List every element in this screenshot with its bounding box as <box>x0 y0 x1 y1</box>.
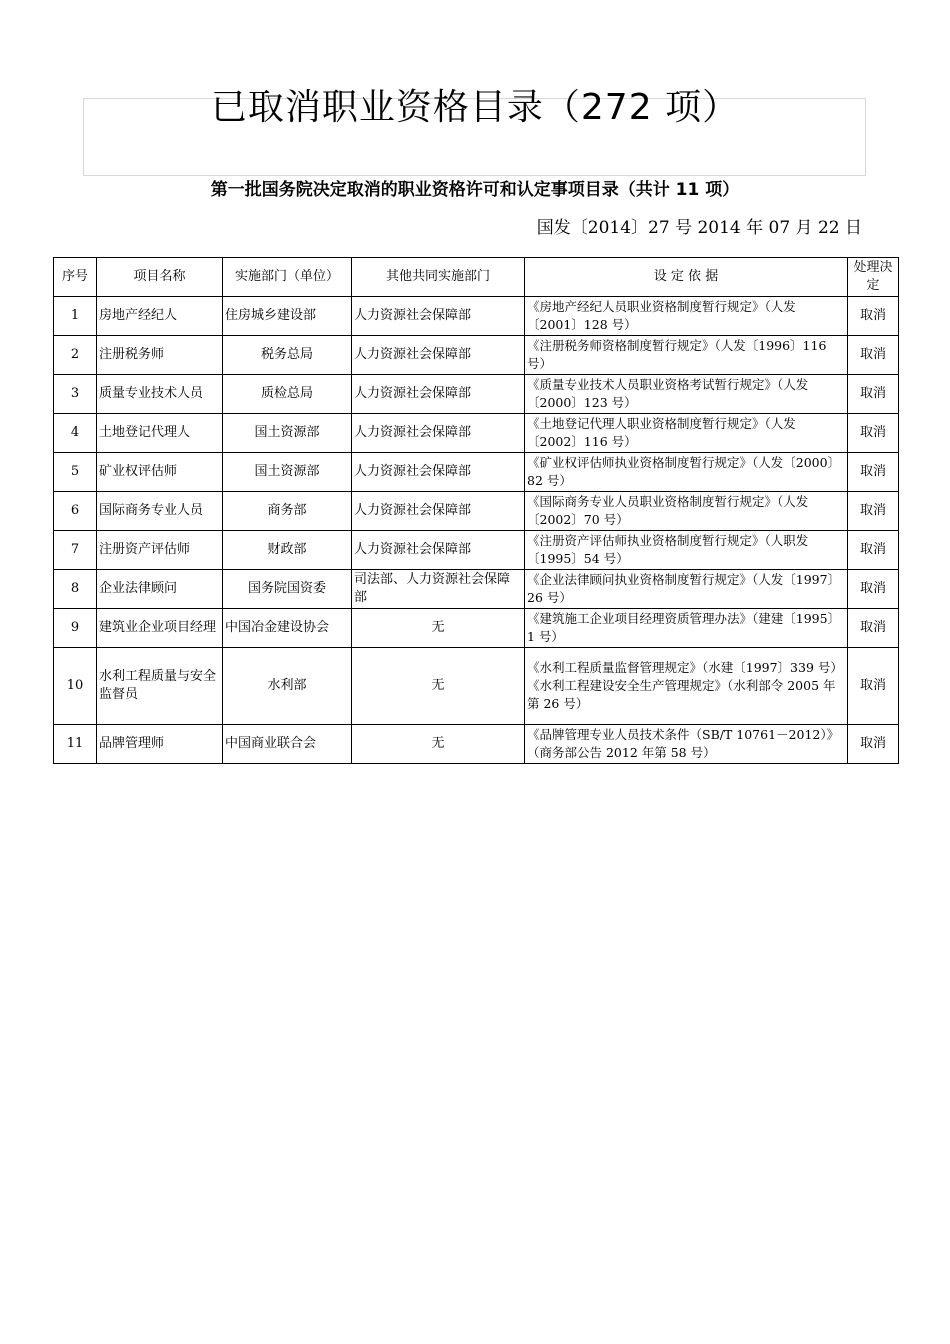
cell-co-implementing-dept: 人力资源社会保障部 <box>352 531 525 570</box>
document-reference: 国发〔2014〕27 号 2014 年 07 月 22 日 <box>536 218 862 238</box>
basis-line: 《土地登记代理人职业资格制度暂行规定》（人发〔2002〕116 号） <box>527 416 796 449</box>
cell-co-implementing-dept: 人力资源社会保障部 <box>352 453 525 492</box>
basis-line: 《建筑施工企业项目经理资质管理办法》（建建〔1995〕1 号） <box>527 611 841 644</box>
cell-decision: 取消 <box>848 492 899 531</box>
header-no: 序号 <box>54 258 97 297</box>
cell-legal-basis <box>525 297 848 336</box>
table-row <box>54 414 899 453</box>
cell-row-number: 8 <box>54 570 97 609</box>
cell-legal-basis <box>525 725 848 764</box>
cell-legal-basis <box>525 375 848 414</box>
cell-row-number: 11 <box>54 725 97 764</box>
cell-co-implementing-dept: 无 <box>352 725 525 764</box>
cell-decision: 取消 <box>848 725 899 764</box>
cell-implementing-dept: 国务院国资委 <box>223 570 352 609</box>
page-title: 已取消职业资格目录（272 项） <box>210 87 740 128</box>
cell-decision: 取消 <box>848 375 899 414</box>
cell-item-name: 建筑业企业项目经理 <box>97 609 223 648</box>
cell-decision: 取消 <box>848 570 899 609</box>
cell-legal-basis <box>525 648 848 725</box>
cell-legal-basis <box>525 336 848 375</box>
cell-co-implementing-dept: 司法部、人力资源社会保障部 <box>352 570 525 609</box>
cell-row-number: 4 <box>54 414 97 453</box>
table-body <box>54 297 899 764</box>
cell-implementing-dept: 住房城乡建设部 <box>223 297 352 336</box>
cell-row-number: 5 <box>54 453 97 492</box>
header-basis: 设 定 依 据 <box>525 258 848 297</box>
cell-implementing-dept: 税务总局 <box>223 336 352 375</box>
cell-item-name: 矿业权评估师 <box>97 453 223 492</box>
cell-decision: 取消 <box>848 609 899 648</box>
basis-line: 《注册资产评估师执业资格制度暂行规定》（人职发〔1995〕54 号） <box>527 533 809 566</box>
cell-implementing-dept: 商务部 <box>223 492 352 531</box>
cell-co-implementing-dept: 人力资源社会保障部 <box>352 492 525 531</box>
cell-row-number: 7 <box>54 531 97 570</box>
cell-implementing-dept: 水利部 <box>223 648 352 725</box>
cell-item-name: 水利工程质量与安全监督员 <box>97 648 223 725</box>
cell-item-name: 品牌管理师 <box>97 725 223 764</box>
cell-decision: 取消 <box>848 297 899 336</box>
cell-implementing-dept: 质检总局 <box>223 375 352 414</box>
cell-implementing-dept: 国土资源部 <box>223 453 352 492</box>
basis-line: 《国际商务专业人员职业资格制度暂行规定》（人发〔2002〕70 号） <box>527 494 809 527</box>
table-row <box>54 336 899 375</box>
qualification-table <box>53 257 899 764</box>
cell-item-name: 质量专业技术人员 <box>97 375 223 414</box>
cell-implementing-dept: 国土资源部 <box>223 414 352 453</box>
cell-implementing-dept: 财政部 <box>223 531 352 570</box>
cell-decision: 取消 <box>848 648 899 725</box>
cell-row-number: 1 <box>54 297 97 336</box>
cell-co-implementing-dept: 人力资源社会保障部 <box>352 336 525 375</box>
table-header-row <box>54 258 899 297</box>
basis-line: 《企业法律顾问执业资格制度暂行规定》（人发〔1997〕26 号） <box>527 572 841 605</box>
table-row <box>54 725 899 764</box>
cell-item-name: 注册资产评估师 <box>97 531 223 570</box>
cell-legal-basis <box>525 609 848 648</box>
basis-line: 《矿业权评估师执业资格制度暂行规定》（人发〔2000〕82 号） <box>527 455 841 488</box>
basis-line: 《注册税务师资格制度暂行规定》（人发〔1996〕116 号） <box>527 338 827 371</box>
cell-item-name: 企业法律顾问 <box>97 570 223 609</box>
cell-legal-basis <box>525 531 848 570</box>
table-row <box>54 648 899 725</box>
header-co-dept: 其他共同实施部门 <box>352 258 525 297</box>
cell-row-number: 9 <box>54 609 97 648</box>
cell-co-implementing-dept: 人力资源社会保障部 <box>352 297 525 336</box>
cell-decision: 取消 <box>848 336 899 375</box>
cell-implementing-dept: 中国冶金建设协会 <box>223 609 352 648</box>
basis-line: 《品牌管理专业人员技术条件（SB/T 10761－2012）》（商务部公告 2012 年第 58 号） <box>527 727 840 760</box>
basis-line: 《房地产经纪人员职业资格制度暂行规定》（人发〔2001〕128 号） <box>527 299 796 332</box>
table-row <box>54 375 899 414</box>
cell-legal-basis <box>525 570 848 609</box>
cell-item-name: 国际商务专业人员 <box>97 492 223 531</box>
cell-item-name: 房地产经纪人 <box>97 297 223 336</box>
header-decision: 处理决定 <box>848 258 899 297</box>
cell-implementing-dept: 中国商业联合会 <box>223 725 352 764</box>
cell-legal-basis <box>525 453 848 492</box>
cell-item-name: 土地登记代理人 <box>97 414 223 453</box>
cell-row-number: 3 <box>54 375 97 414</box>
cell-co-implementing-dept: 无 <box>352 609 525 648</box>
basis-line: 《质量专业技术人员职业资格考试暂行规定》（人发〔2000〕123 号） <box>527 377 809 410</box>
section-subtitle: 第一批国务院决定取消的职业资格许可和认定事项目录（共计 11 项） <box>210 180 740 200</box>
basis-line: 《水利工程建设安全生产管理规定》（水利部令 2005 年第 26 号） <box>527 678 836 711</box>
basis-line: 《水利工程质量监督管理规定》（水建〔1997〕339 号） <box>527 660 843 675</box>
table-row <box>54 453 899 492</box>
cell-legal-basis <box>525 492 848 531</box>
cell-row-number: 6 <box>54 492 97 531</box>
table-row <box>54 297 899 336</box>
cell-legal-basis <box>525 414 848 453</box>
cell-decision: 取消 <box>848 531 899 570</box>
cell-co-implementing-dept: 人力资源社会保障部 <box>352 375 525 414</box>
cell-row-number: 2 <box>54 336 97 375</box>
header-name: 项目名称 <box>97 258 223 297</box>
table-row <box>54 570 899 609</box>
table-row <box>54 531 899 570</box>
cell-item-name: 注册税务师 <box>97 336 223 375</box>
cell-co-implementing-dept: 无 <box>352 648 525 725</box>
table-row <box>54 609 899 648</box>
cell-decision: 取消 <box>848 453 899 492</box>
cell-row-number: 10 <box>54 648 97 725</box>
header-dept: 实施部门（单位） <box>223 258 352 297</box>
table-row <box>54 492 899 531</box>
cell-co-implementing-dept: 人力资源社会保障部 <box>352 414 525 453</box>
cell-decision: 取消 <box>848 414 899 453</box>
